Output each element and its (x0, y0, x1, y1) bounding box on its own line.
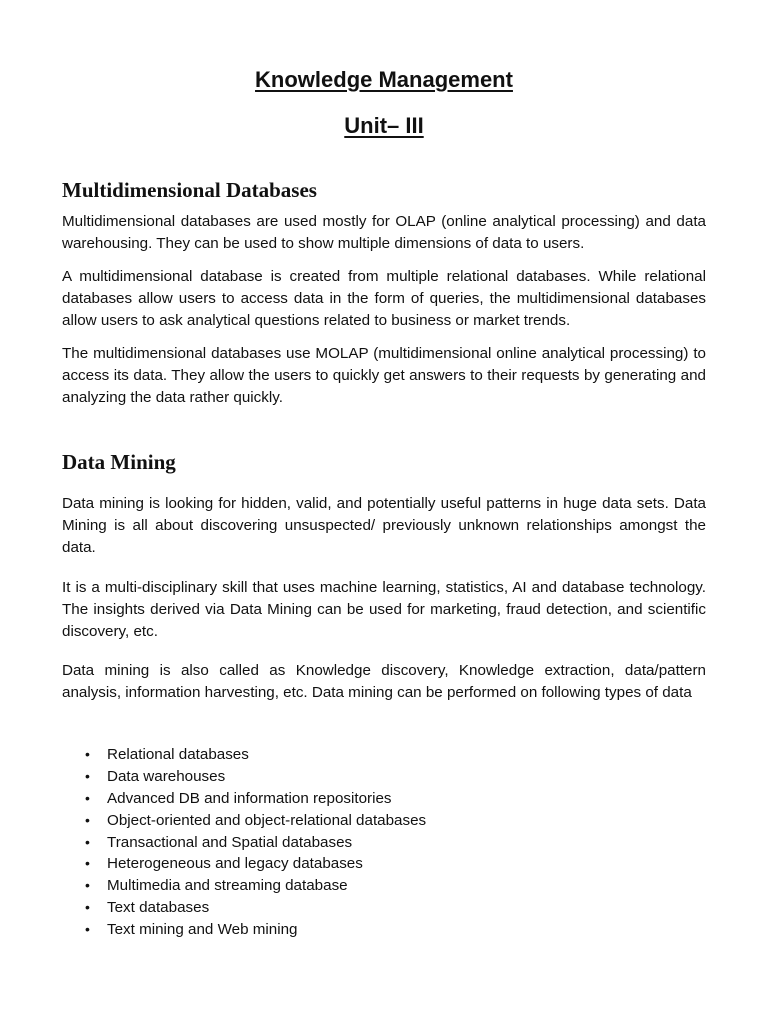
bullet-icon: • (85, 746, 90, 762)
list-item-text: Heterogeneous and legacy databases (107, 855, 363, 873)
list-item-text: Transactional and Spatial databases (107, 833, 353, 851)
data-types-list (62, 744, 706, 941)
list-item (62, 744, 706, 766)
list-item (62, 853, 706, 875)
bullet-icon: • (85, 789, 90, 806)
bullet-icon: • (85, 921, 90, 938)
bullet-icon: • (85, 855, 90, 872)
list-item (62, 875, 706, 897)
list-item (62, 766, 706, 788)
paragraph: The multidimensional databases use MOLAP (multidimensional online analytical processing) to access its data. They allow the users to quickly get answers to their requests by generating and analyzing the data rather quickly. (62, 345, 706, 406)
document-title: Knowledge Management (255, 67, 513, 92)
list-item (62, 897, 706, 919)
paragraph: Data mining is also called as Knowledge discovery, Knowledge extraction, data/pattern analysis, information harvesting, etc. Data mining can be performed on following types of data (62, 662, 706, 701)
paragraph: Multidimensional databases are used mostly for OLAP (online analytical processing) and data warehousing. They can be used to show multiple dimensions of data to users. (62, 213, 706, 252)
list-item (62, 832, 706, 854)
list-item (62, 788, 706, 810)
list-item (62, 919, 706, 941)
list-item-text: Multimedia and streaming database (107, 877, 348, 895)
section-heading-multidimensional: Multidimensional Databases (62, 178, 317, 202)
unit-title: Unit– III (344, 113, 424, 138)
list-item-text: Text mining and Web mining (107, 921, 298, 939)
list-item-text: Relational databases (107, 746, 249, 763)
bullet-icon: • (85, 767, 90, 784)
paragraph: It is a multi-disciplinary skill that uses machine learning, statistics, AI and database technology. The insights derived via Data Mining can be used for marketing, fraud detection, and scientific discovery, etc. (62, 579, 706, 640)
list-item-text: Text databases (107, 899, 210, 917)
paragraph: Data mining is looking for hidden, valid, and potentially useful patterns in huge data sets. Data Mining is all about discovering unsuspected/ previously unknown relationships amongst the data. (62, 495, 706, 556)
list-item-text: Object-oriented and object-relational databases (107, 811, 427, 829)
bullet-icon: • (85, 811, 90, 828)
bullet-icon: • (85, 877, 90, 894)
list-item-text: Data warehouses (107, 767, 226, 785)
bullet-icon: • (85, 899, 90, 916)
section-heading-data-mining: Data Mining (62, 450, 176, 474)
paragraph: A multidimensional database is created from multiple relational databases. While relational databases allow users to access data in the form of queries, the multidimensional databases allow users to ask analytical questions related to business or market trends. (62, 268, 706, 329)
bullet-icon: • (85, 833, 90, 850)
list-item (62, 810, 706, 832)
list-item-text: Advanced DB and information repositories (107, 789, 392, 807)
